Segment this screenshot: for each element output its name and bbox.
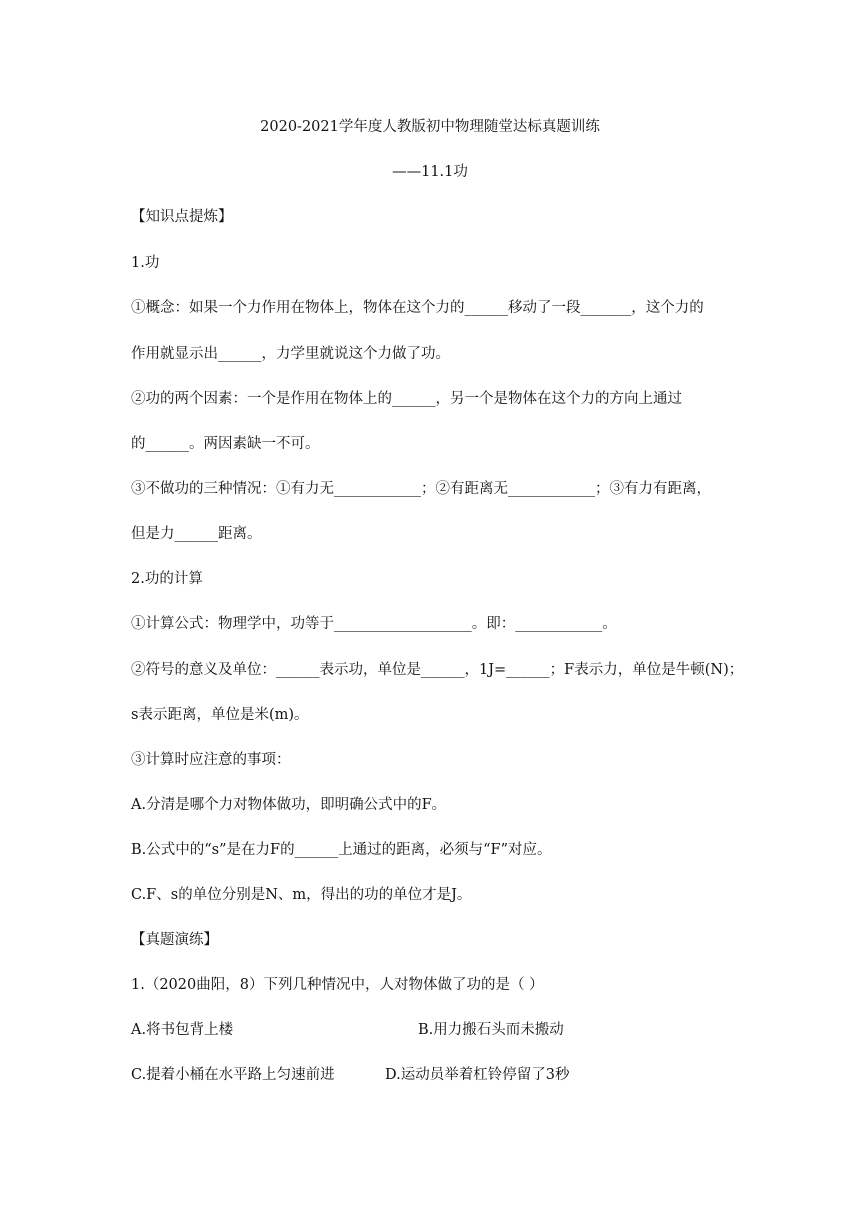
section2-title: 2.功的计算: [131, 571, 203, 587]
symbols-line-1: ②符号的意义及单位：______表示功，单位是______，1J=______；F表示力，单位是牛顿(N)；: [131, 662, 744, 678]
knowledge-heading: 【知识点提炼】: [131, 209, 233, 225]
concept-line-1: ①概念：如果一个力作用在物体上，物体在这个力的______移动了一段_______，这个力的: [131, 300, 704, 316]
no-work-line-1: ③不做功的三种情况：①有力无____________；②有距离无____________；③有力有距离，: [131, 481, 711, 497]
note-c: C.F、s的单位分别是N、m，得出的功的单位才是J。: [131, 887, 472, 903]
symbols-line-2: s表示距离，单位是米(m)。: [131, 707, 309, 723]
question-1-option-c: C.提着小桶在水平路上匀速前进: [131, 1067, 335, 1083]
note-b: B.公式中的“s”是在力F的______上通过的距离，必须与“F”对应。: [131, 842, 552, 858]
no-work-line-2: 但是力______距离。: [131, 526, 262, 542]
practice-heading: 【真题演练】: [131, 932, 218, 948]
factors-line-1: ②功的两个因素：一个是作用在物体上的______，另一个是物体在这个力的方向上通过: [131, 391, 682, 407]
question-1-stem: 1.（2020曲阳，8）下列几种情况中，人对物体做了功的是（ ）: [131, 977, 544, 993]
document-title: 2020-2021学年度人教版初中物理随堂达标真题训练: [260, 119, 600, 135]
notes-title: ③计算时应注意的事项：: [131, 752, 291, 768]
note-a: A.分清是哪个力对物体做功，即明确公式中的F。: [131, 797, 447, 813]
formula-line: ①计算公式：物理学中，功等于___________________。即：____________。: [131, 616, 617, 632]
question-1-option-b: B.用力搬石头而未搬动: [418, 1022, 564, 1038]
question-1-option-a: A.将书包背上楼: [131, 1022, 234, 1038]
concept-line-2: 作用就显示出______，力学里就说这个力做了功。: [131, 346, 450, 362]
section1-title: 1.功: [131, 255, 160, 271]
document-subtitle: ——11.1功: [392, 164, 468, 180]
factors-line-2: 的______。两因素缺一不可。: [131, 436, 320, 452]
question-1-option-d: D.运动员举着杠铃停留了3秒: [385, 1067, 570, 1083]
